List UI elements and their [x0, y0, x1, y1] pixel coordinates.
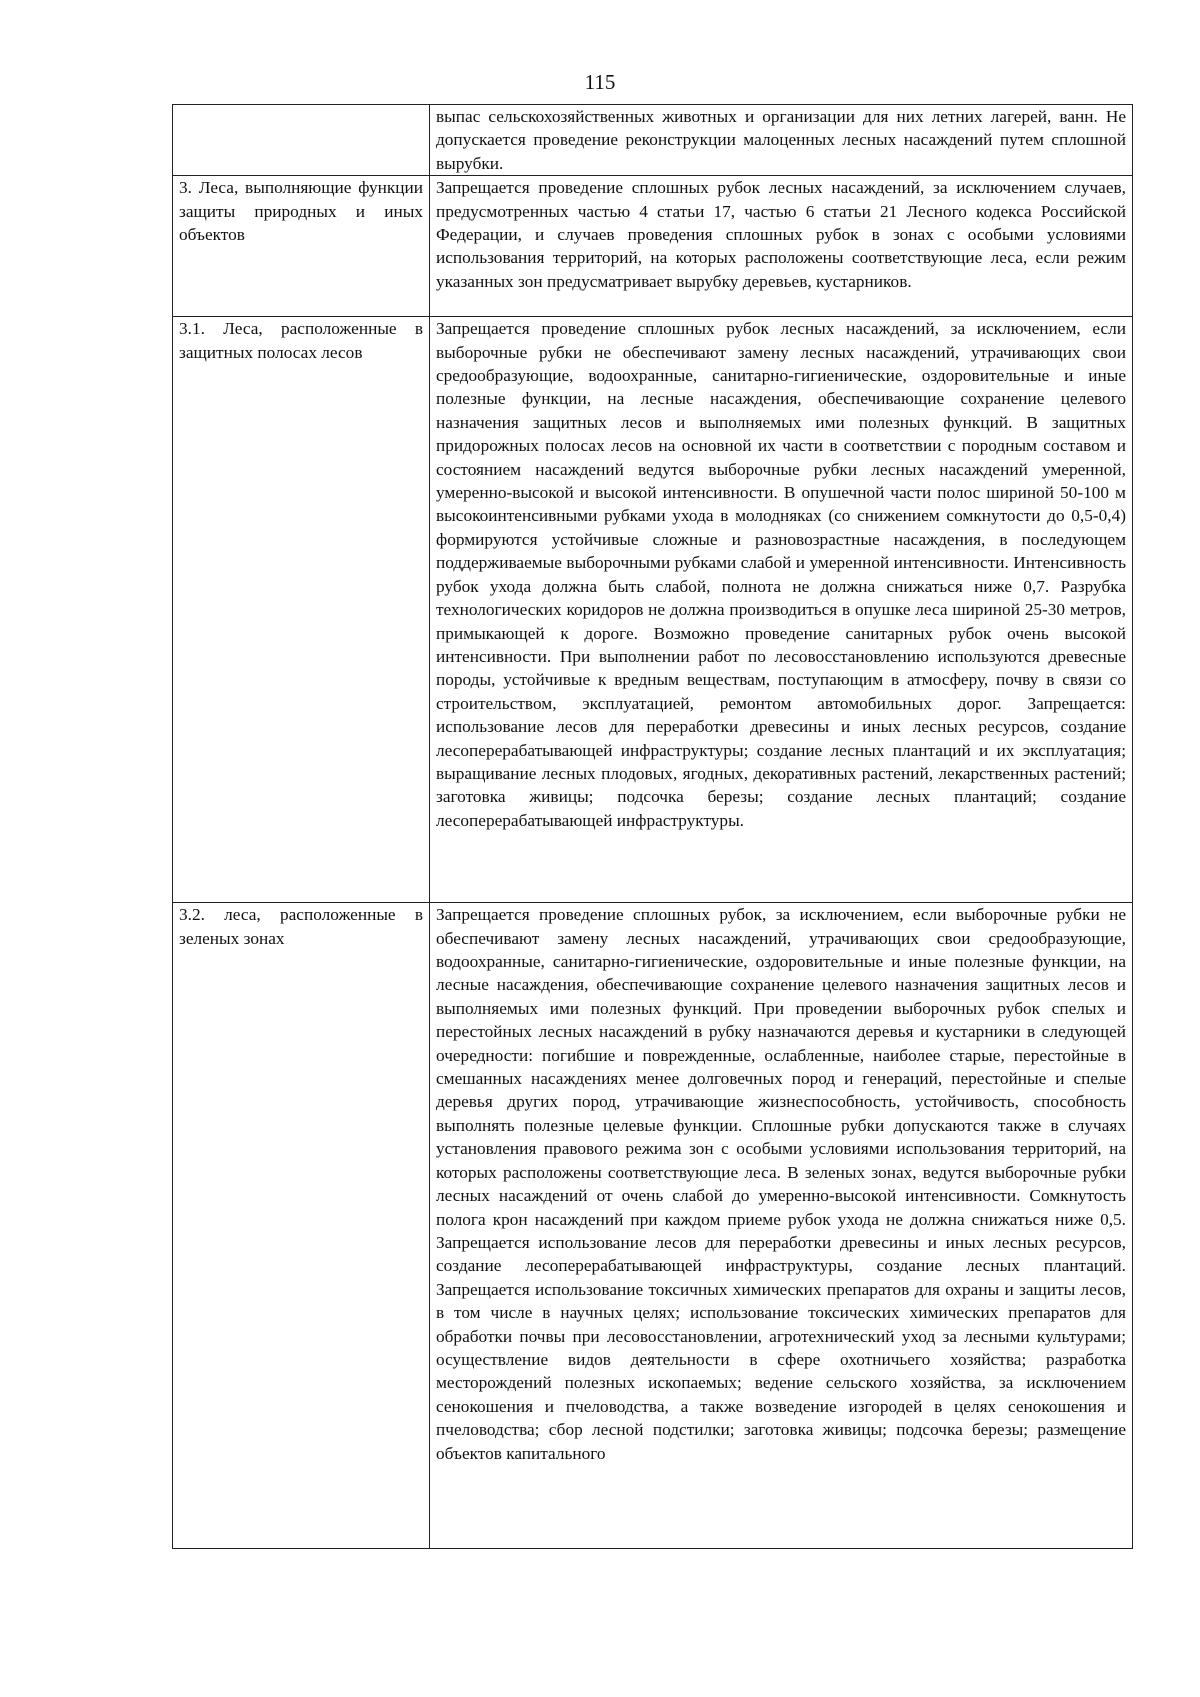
table-row: [173, 317, 1133, 903]
page-number: 115: [584, 70, 616, 94]
table-row: [173, 105, 1133, 176]
category-cell: [173, 903, 430, 1549]
regulations-table: [172, 104, 1133, 1549]
category-cell: [173, 176, 430, 317]
regulation-cell: [430, 903, 1133, 1549]
regulation-cell: [430, 105, 1133, 176]
regulation-text: Запрещается проведение сплошных рубок лесных насаждений, за исключением случаев, предусмотренных частью 4 статьи 17, частью 6 статьи 21 Лесного кодекса Российской Федерации, и случаев проведения сплошных рубок в зонах с особыми условиями использования территорий, на которых расположены соответствующие леса, если режим указанных зон предусматривает вырубку деревьев, кустарников.: [436, 178, 1126, 291]
regulation-cell: [430, 176, 1133, 317]
table-row: [173, 176, 1133, 317]
category-cell: [173, 317, 430, 903]
regulation-cell: [430, 317, 1133, 903]
table-row: [173, 903, 1133, 1549]
regulation-text: Запрещается проведение сплошных рубок, за исключением, если выборочные рубки не обеспечивают замену лесных насаждений, утрачивающих свои средообразующие, водоохранные, санитарно-гигиенические, оздоровительные и иные полезные функции, на лесные насаждения, обеспечивающие сохранение целевого назначения защитных лесов и выполняемых ими полезных функций. При проведении выборочных рубок спелых и перестойных лесных насаждений в рубку назначаются деревья и кустарники в следующей очередности: погибшие и поврежденные, ослабленные, наиболее старые, перестойные в смешанных насаждениях менее долговечных пород и генераций, перестойные и спелые деревья других пород, утрачивающие жизнеспособность, устойчивость, способность выполнять полезные целевые функции. Сплошные рубки допускаются также в случаях установления правового режима зон с особыми условиями использования территорий, на которых расположены соответствующие леса. В зеленых зонах, ведутся выборочные рубки лесных насаждений от очень слабой до умеренно-высокой интенсивности. Сомкнутость полога крон насаждений при каждом приеме рубок ухода не должна снижаться ниже 0,5. Запрещается использование лесов для переработки древесины и иных лесных ресурсов, создание лесоперерабатывающей инфраструктуры, создание лесных плантаций. Запрещается использование токсичных химических препаратов для охраны и защиты лесов, в том числе в научных целях; использование токсических химических препаратов для обработки почвы при лесовосстановлении, агротехнический уход за лесными культурами; осуществление видов деятельности в сфере охотничьего хозяйства; разработка месторождений полезных ископаемых; ведение сельского хозяйства, за исключением сенокошения и пчеловодства, а также возведение изгородей в целях сенокошения и пчеловодства; сбор лесной подстилки; заготовка живицы; подсочка березы; размещение объектов капитального: [436, 905, 1126, 1463]
category-cell: [173, 105, 430, 176]
regulation-text: выпас сельскохозяйственных животных и организации для них летних лагерей, ванн. Не допускается проведение реконструкции малоценных лесных насаждений путем сплошной вырубки.: [436, 107, 1126, 173]
category-text: 3.1. Леса, расположенные в защитных полосах лесов: [179, 319, 423, 362]
category-text: 3. Леса, выполняющие функции защиты природных и иных объектов: [179, 178, 423, 245]
regulation-text: Запрещается проведение сплошных рубок лесных насаждений, за исключением, если выборочные рубки не обеспечивают замену лесных насаждений, утрачивающих свои средообразующие, водоохранные, санитарно-гигиенические, оздоровительные и иные полезные функции, на лесные насаждения, обеспечивающие сохранение целевого назначения защитных лесов и выполняемых ими полезных функций. В защитных придорожных полосах лесов на основной их части в соответствии с породным составом и состоянием насаждений ведутся выборочные рубки лесных насаждений умеренной, умеренно-высокой и высокой интенсивности. В опушечной части полос шириной 50-100 м высокоинтенсивными рубками ухода в молодняках (со снижением сомкнутости до 0,5-0,4) формируются устойчивые сложные и разновозрастные насаждения, в последующем поддерживаемые выборочными рубками слабой и умеренной интенсивности. Интенсивность рубок ухода должна быть слабой, полнота не должна снижаться ниже 0,7. Разрубка технологических коридоров не должна производиться в опушке леса шириной 25-30 метров, примыкающей к дороге. Возможно проведение санитарных рубок очень высокой интенсивности. При выполнении работ по лесовосстановлению используются древесные породы, устойчивые к вредным веществам, поступающим в атмосферу, почву в связи со строительством, эксплуатацией, ремонтом автомобильных дорог. Запрещается: использование лесов для переработки древесины и иных лесных ресурсов, создание лесоперерабатывающей инфраструктуры; создание лесных плантаций и их эксплуатация; выращивание лесных плодовых, ягодных, декоративных растений, лекарственных растений; заготовка живицы; подсочка березы; создание лесных плантаций; создание лесоперерабатывающей инфраструктуры.: [436, 319, 1126, 830]
category-text: 3.2. леса, расположенные в зеленых зонах: [179, 905, 423, 948]
